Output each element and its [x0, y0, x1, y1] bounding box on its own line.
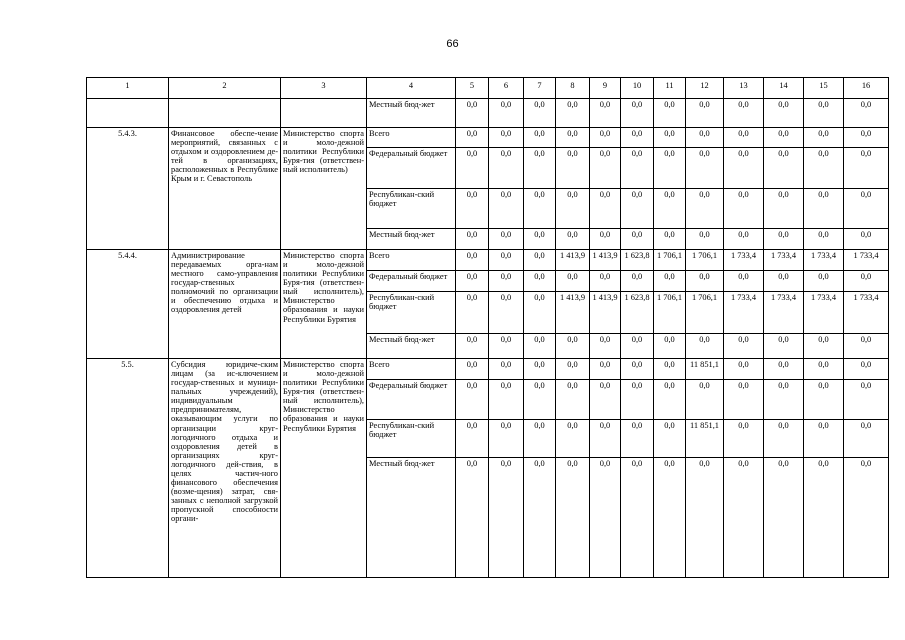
amount-cell: 0,0: [556, 128, 590, 148]
funding-source: Республикан-ский бюджет: [367, 292, 456, 334]
amount-cell: 0,0: [724, 229, 764, 250]
amount-cell: 0,0: [556, 334, 590, 359]
amount-cell: 0,0: [524, 359, 556, 380]
amount-cell: 1 733,4: [724, 250, 764, 271]
amount-cell: 0,0: [556, 359, 590, 380]
column-number-row: [87, 78, 889, 99]
amount-cell: 0,0: [724, 148, 764, 189]
amount-cell: 0,0: [621, 229, 654, 250]
column-number-2: 2: [169, 78, 281, 99]
amount-cell: 1 733,4: [764, 292, 804, 334]
amount-cell: 0,0: [654, 359, 686, 380]
amount-cell: 0,0: [621, 99, 654, 128]
amount-cell: 0,0: [724, 380, 764, 420]
amount-cell: 0,0: [524, 271, 556, 292]
amount-cell: 0,0: [804, 99, 844, 128]
column-number-10: 10: [621, 78, 654, 99]
amount-cell: 0,0: [524, 148, 556, 189]
item-code: 5.4.4.: [87, 250, 169, 359]
amount-cell: 1 706,1: [686, 292, 724, 334]
amount-cell: 0,0: [456, 189, 489, 229]
amount-cell: 11 851,1: [686, 420, 724, 458]
amount-cell: 0,0: [686, 334, 724, 359]
amount-cell: 0,0: [686, 229, 724, 250]
amount-cell: 0,0: [804, 334, 844, 359]
amount-cell: 0,0: [844, 99, 889, 128]
amount-cell: 0,0: [764, 458, 804, 578]
table-row: [87, 250, 889, 271]
amount-cell: 0,0: [654, 271, 686, 292]
amount-cell: 0,0: [654, 148, 686, 189]
amount-cell: 0,0: [686, 189, 724, 229]
amount-cell: 0,0: [524, 458, 556, 578]
amount-cell: 0,0: [524, 250, 556, 271]
amount-cell: 0,0: [556, 99, 590, 128]
amount-cell: 1 706,1: [686, 250, 724, 271]
amount-cell: 0,0: [556, 148, 590, 189]
column-number-9: 9: [590, 78, 621, 99]
amount-cell: 0,0: [489, 229, 524, 250]
amount-cell: 1 733,4: [764, 250, 804, 271]
amount-cell: 0,0: [456, 148, 489, 189]
amount-cell: 0,0: [724, 99, 764, 128]
amount-cell: 0,0: [556, 458, 590, 578]
amount-cell: 0,0: [621, 420, 654, 458]
amount-cell: 0,0: [590, 229, 621, 250]
amount-cell: 1 623,8: [621, 292, 654, 334]
amount-cell: 0,0: [489, 458, 524, 578]
funding-source: Местный бюд-жет: [367, 458, 456, 578]
amount-cell: 0,0: [654, 229, 686, 250]
amount-cell: 0,0: [654, 99, 686, 128]
item-title: Администрирование передаваемых орга-нам местного само-управления государ-ственных полномочий по организации и обеспечению отдыха и оздоровления детей: [169, 250, 281, 359]
item-executor: Министерство спорта и моло-дежной политики Республики Буря-тия (ответствен-ный исполнитель), Министерство образования и науки Республики Бурятия: [281, 359, 367, 578]
column-number-13: 13: [724, 78, 764, 99]
amount-cell: 0,0: [621, 380, 654, 420]
amount-cell: 0,0: [456, 229, 489, 250]
amount-cell: 0,0: [764, 229, 804, 250]
amount-cell: 0,0: [524, 292, 556, 334]
amount-cell: 0,0: [654, 380, 686, 420]
amount-cell: 1 733,4: [844, 250, 889, 271]
amount-cell: 1 413,9: [590, 292, 621, 334]
amount-cell: 0,0: [686, 458, 724, 578]
funding-source: Местный бюд-жет: [367, 229, 456, 250]
amount-cell: 0,0: [804, 229, 844, 250]
amount-cell: 0,0: [724, 458, 764, 578]
funding-source: Всего: [367, 128, 456, 148]
amount-cell: 0,0: [456, 250, 489, 271]
amount-cell: 0,0: [590, 99, 621, 128]
funding-source: Местный бюд-жет: [367, 99, 456, 128]
amount-cell: 0,0: [844, 271, 889, 292]
table-row: [87, 128, 889, 148]
amount-cell: 0,0: [489, 271, 524, 292]
table-row: [87, 359, 889, 380]
amount-cell: 0,0: [489, 148, 524, 189]
amount-cell: 0,0: [590, 359, 621, 380]
amount-cell: 0,0: [524, 420, 556, 458]
amount-cell: 0,0: [489, 359, 524, 380]
funding-source: Федеральный бюджет: [367, 380, 456, 420]
amount-cell: 0,0: [456, 292, 489, 334]
amount-cell: 0,0: [844, 458, 889, 578]
amount-cell: 0,0: [686, 128, 724, 148]
amount-cell: 0,0: [456, 420, 489, 458]
amount-cell: 1 413,9: [590, 250, 621, 271]
amount-cell: 0,0: [844, 420, 889, 458]
amount-cell: 0,0: [844, 128, 889, 148]
amount-cell: 0,0: [590, 189, 621, 229]
amount-cell: 0,0: [724, 189, 764, 229]
item-title: [169, 99, 281, 128]
amount-cell: 0,0: [724, 128, 764, 148]
amount-cell: 0,0: [844, 359, 889, 380]
amount-cell: 0,0: [764, 148, 804, 189]
amount-cell: 0,0: [489, 380, 524, 420]
item-title: Субсидия юридиче-ским лицам (за ис-ключением государ-ственных и муници-пальных учреждений), индивидуальным предпринимателям, оказывающим услуги по организации круг-логодичного отдыха и оздоровления детей в организациях круг-логодичного дей-ствия, в целях частич-ного финансового обеспечения (возме-щения) затрат, свя-занных с неполной загрузкой пропускной способности органи-: [169, 359, 281, 578]
amount-cell: 0,0: [489, 420, 524, 458]
amount-cell: 0,0: [654, 189, 686, 229]
amount-cell: 0,0: [590, 420, 621, 458]
amount-cell: 0,0: [804, 458, 844, 578]
amount-cell: 0,0: [654, 334, 686, 359]
amount-cell: 1 623,8: [621, 250, 654, 271]
amount-cell: 0,0: [686, 380, 724, 420]
amount-cell: 0,0: [764, 189, 804, 229]
amount-cell: 0,0: [654, 420, 686, 458]
amount-cell: 0,0: [621, 458, 654, 578]
amount-cell: 1 733,4: [844, 292, 889, 334]
column-number-3: 3: [281, 78, 367, 99]
amount-cell: 0,0: [556, 189, 590, 229]
amount-cell: 0,0: [654, 128, 686, 148]
amount-cell: 0,0: [590, 334, 621, 359]
amount-cell: 0,0: [724, 271, 764, 292]
amount-cell: 0,0: [724, 420, 764, 458]
item-title: Финансовое обеспе-чение мероприятий, связанных с отдыхом и оздоровлением де-тей в организациях, расположенных в Республике Крым и г. Севастополь: [169, 128, 281, 250]
amount-cell: 0,0: [456, 334, 489, 359]
amount-cell: 0,0: [804, 128, 844, 148]
amount-cell: 0,0: [621, 271, 654, 292]
amount-cell: 0,0: [764, 271, 804, 292]
funding-source: Федеральный бюджет: [367, 271, 456, 292]
column-number-5: 5: [456, 78, 489, 99]
amount-cell: 0,0: [456, 99, 489, 128]
budget-table: [86, 77, 889, 578]
amount-cell: 0,0: [764, 99, 804, 128]
amount-cell: 0,0: [764, 380, 804, 420]
amount-cell: 0,0: [590, 271, 621, 292]
amount-cell: 1 706,1: [654, 292, 686, 334]
amount-cell: 0,0: [804, 189, 844, 229]
amount-cell: 0,0: [621, 359, 654, 380]
column-number-1: 1: [87, 78, 169, 99]
funding-source: Всего: [367, 359, 456, 380]
amount-cell: 0,0: [489, 128, 524, 148]
amount-cell: 0,0: [456, 380, 489, 420]
item-code: 5.5.: [87, 359, 169, 578]
amount-cell: 0,0: [686, 271, 724, 292]
amount-cell: 1 733,4: [804, 292, 844, 334]
amount-cell: 0,0: [804, 420, 844, 458]
amount-cell: 0,0: [590, 148, 621, 189]
amount-cell: 0,0: [724, 359, 764, 380]
amount-cell: 0,0: [804, 380, 844, 420]
amount-cell: 0,0: [489, 292, 524, 334]
amount-cell: 0,0: [621, 148, 654, 189]
amount-cell: 0,0: [556, 229, 590, 250]
funding-source: Республикан-ский бюджет: [367, 420, 456, 458]
funding-source: Местный бюд-жет: [367, 334, 456, 359]
amount-cell: 0,0: [524, 128, 556, 148]
amount-cell: 0,0: [524, 189, 556, 229]
amount-cell: 1 706,1: [654, 250, 686, 271]
amount-cell: 0,0: [489, 334, 524, 359]
amount-cell: 0,0: [556, 420, 590, 458]
amount-cell: 0,0: [844, 334, 889, 359]
column-number-8: 8: [556, 78, 590, 99]
column-number-12: 12: [686, 78, 724, 99]
item-executor: Министерство спорта и моло-дежной политики Республики Буря-тия (ответствен-ный исполнитель): [281, 128, 367, 250]
column-number-16: 16: [844, 78, 889, 99]
amount-cell: 1 733,4: [724, 292, 764, 334]
amount-cell: 0,0: [686, 99, 724, 128]
amount-cell: 0,0: [724, 334, 764, 359]
amount-cell: 0,0: [621, 128, 654, 148]
amount-cell: 0,0: [524, 334, 556, 359]
amount-cell: 0,0: [456, 271, 489, 292]
amount-cell: 0,0: [621, 189, 654, 229]
amount-cell: 0,0: [764, 359, 804, 380]
funding-source: Республикан-ский бюджет: [367, 189, 456, 229]
funding-source: Федеральный бюджет: [367, 148, 456, 189]
funding-source: Всего: [367, 250, 456, 271]
amount-cell: 0,0: [654, 458, 686, 578]
item-code: [87, 99, 169, 128]
amount-cell: 0,0: [456, 458, 489, 578]
item-executor: Министерство спорта и моло-дежной политики Республики Буря-тия (ответствен-ный исполнитель), Министерство образования и науки Республики Бурятия: [281, 250, 367, 359]
amount-cell: 0,0: [556, 271, 590, 292]
amount-cell: 0,0: [764, 334, 804, 359]
amount-cell: 1 413,9: [556, 292, 590, 334]
amount-cell: 0,0: [621, 334, 654, 359]
amount-cell: 0,0: [844, 380, 889, 420]
amount-cell: 0,0: [524, 229, 556, 250]
amount-cell: 0,0: [804, 359, 844, 380]
amount-cell: 0,0: [844, 229, 889, 250]
table-row: [87, 99, 889, 128]
amount-cell: 0,0: [590, 128, 621, 148]
column-number-4: 4: [367, 78, 456, 99]
amount-cell: 0,0: [844, 148, 889, 189]
amount-cell: 0,0: [489, 99, 524, 128]
amount-cell: 0,0: [590, 380, 621, 420]
page-number: 66: [446, 38, 459, 50]
amount-cell: 0,0: [844, 189, 889, 229]
column-number-11: 11: [654, 78, 686, 99]
amount-cell: 0,0: [524, 99, 556, 128]
item-code: 5.4.3.: [87, 128, 169, 250]
column-number-6: 6: [489, 78, 524, 99]
amount-cell: 0,0: [489, 189, 524, 229]
item-executor: [281, 99, 367, 128]
amount-cell: 0,0: [556, 380, 590, 420]
amount-cell: 0,0: [456, 128, 489, 148]
amount-cell: 0,0: [686, 148, 724, 189]
column-number-7: 7: [524, 78, 556, 99]
amount-cell: 11 851,1: [686, 359, 724, 380]
amount-cell: 1 413,9: [556, 250, 590, 271]
amount-cell: 0,0: [804, 148, 844, 189]
column-number-15: 15: [804, 78, 844, 99]
amount-cell: 0,0: [456, 359, 489, 380]
amount-cell: 1 733,4: [804, 250, 844, 271]
amount-cell: 0,0: [804, 271, 844, 292]
amount-cell: 0,0: [764, 420, 804, 458]
column-number-14: 14: [764, 78, 804, 99]
amount-cell: 0,0: [524, 380, 556, 420]
amount-cell: 0,0: [764, 128, 804, 148]
amount-cell: 0,0: [489, 250, 524, 271]
amount-cell: 0,0: [590, 458, 621, 578]
